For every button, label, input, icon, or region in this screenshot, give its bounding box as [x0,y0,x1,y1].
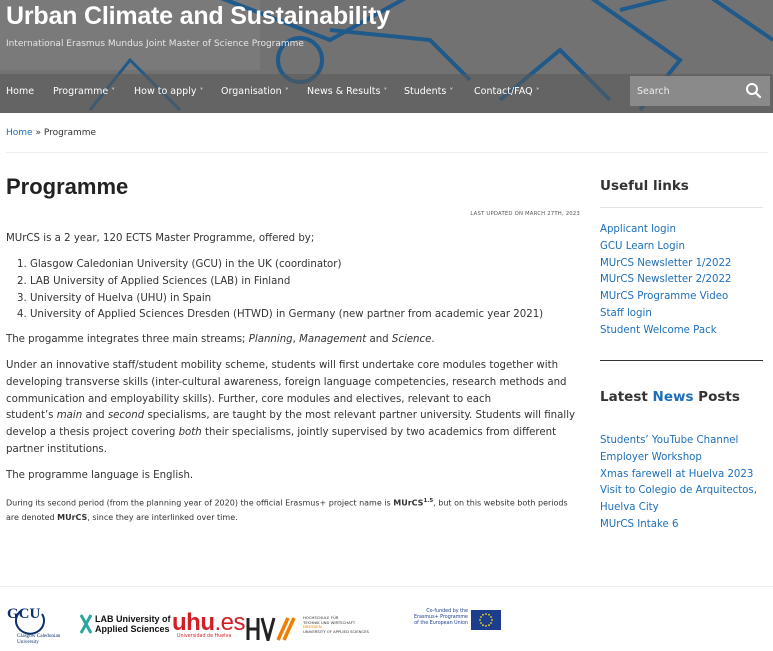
useful-link[interactable]: GCU Learn Login [600,240,685,252]
language-paragraph: The programme language is English. [6,470,194,481]
news-post-link[interactable]: Students’ YouTube Channel [600,435,739,446]
nav-item-how-to-apply[interactable]: How to apply ˅ [134,86,204,97]
useful-link[interactable]: Student Welcome Pack [600,324,717,336]
news-post-link[interactable]: Visit to Colegio de Arquitectos, Huelva City [600,485,757,514]
lab-logo-icon[interactable] [80,614,92,634]
eu-flag-icon [471,610,501,630]
list-item [600,239,770,256]
gcu-logo-text: GCU [7,606,41,622]
project-name-note: During its second period (from the planning year of 2020) the official Erasmus+ project name is MUrCS$^{1.5}$, but on this website both periods are denoted MUrCS, since they are interlinked over time. [6,498,568,523]
breadcrumb-home-link[interactable]: Home [6,128,33,138]
list-item [600,483,770,517]
list-item [600,467,770,484]
breadcrumb [6,128,96,138]
main-nav [0,78,620,104]
news-post-link[interactable]: MUrCS Intake 6 [600,518,679,530]
nav-item-home[interactable]: Home [6,86,35,97]
latest-news-heading: Latest News Posts [600,389,740,405]
useful-links-heading: Useful links [600,178,689,194]
useful-link[interactable]: MUrCS Newsletter 2/2022 [600,274,732,286]
list-item [600,289,770,306]
list-item: 1. Glasgow Caledonian University (GCU) in the UK (coordinator) [17,259,342,270]
list-item [600,323,770,340]
divider [6,152,768,153]
chevron-down-icon: ˅ [284,87,289,96]
list-item [600,450,770,467]
list-item: 2. LAB University of Applied Sciences (LAB) in Finland [17,275,291,287]
list-item [600,517,770,534]
uhu-logo-text[interactable]: uhu.es [172,609,245,636]
useful-link[interactable]: Applicant login [600,224,676,235]
list-item: 4. University of Applied Sciences Dresden (HTWD) in Germany (new partner from academic year 2021) [17,309,544,321]
search-box [630,76,770,106]
useful-link[interactable]: MUrCS Programme Video [600,291,729,303]
list-item: 3. University of Huelva (UHU) in Spain [17,292,212,304]
search-icon [742,81,766,101]
list-item [600,306,770,323]
list-item [600,256,770,273]
chevron-down-icon: ˅ [535,87,540,96]
chevron-down-icon: ˅ [199,87,204,96]
chevron-down-icon: ˅ [383,87,388,96]
news-post-link[interactable]: Employer Workshop [600,451,702,463]
nav-item-contact-faq[interactable]: Contact/FAQ ˅ [474,86,540,97]
useful-link[interactable]: Staff login [600,307,652,319]
divider [600,360,763,361]
news-posts-list [600,433,770,534]
streams-paragraph: The progamme integrates three main streams; Planning, Management and Science. [6,334,435,345]
list-item [600,433,770,450]
site-title[interactable]: Urban Climate and Sustainability [6,2,390,30]
uhu-logo-subtext: Universidad de Huelva [177,634,232,639]
site-tagline: International Erasmus Mundus Joint Master of Science Programme [6,39,304,49]
site-header [0,0,773,113]
search-input[interactable] [630,76,740,106]
htw-logo-text: HOCHSCHULE FÜR TECHNIK UND WIRTSCHAFT DRESDEN UNIVERSITY OF APPLIED SCIENCES [303,615,369,634]
breadcrumb-current: Programme [43,128,97,138]
nav-item-organisation[interactable]: Organisation ˅ [221,86,289,97]
nav-item-news-results[interactable]: News & Results ˅ [307,86,388,97]
useful-links-list [600,222,770,340]
page-title: Programme [6,174,129,199]
divider [0,586,773,587]
chevron-down-icon: ˅ [111,87,116,96]
gcu-logo-subtext: Glasgow Caledonian University [17,633,61,645]
last-updated: LAST UPDATED ON MARCH 27TH, 2023 [470,211,580,217]
divider [600,207,763,208]
nav-item-programme[interactable]: Programme ˅ [53,86,116,97]
lab-logo-text: LAB University of Applied Sciences [95,614,171,634]
useful-link[interactable]: MUrCS Newsletter 1/2022 [600,257,732,269]
list-item [600,222,770,239]
chevron-down-icon: ˅ [449,87,454,96]
breadcrumb-separator: » [32,128,44,138]
search-button[interactable] [742,81,766,101]
nav-item-students[interactable]: Students ˅ [404,86,454,97]
intro-paragraph: MUrCS is a 2 year, 120 ECTS Master Programme, offered by; [6,233,315,244]
eu-cofunded-text: Co-funded by the Erasmus+ Programme of the European Union [413,609,468,626]
partner-logos [0,600,773,651]
list-item [600,272,770,289]
news-post-link[interactable]: Xmas farewell at Huelva 2023 [600,468,754,480]
partner-list [17,257,577,324]
htw-logo-icon[interactable] [246,617,300,641]
mobility-paragraph: Under an innovative staff/student mobility scheme, students will first undertake core modules together with developing transverse skills (inter-cultural awareness, foreign language competencies, research methods and communication and employability skills). Further, core modules and electives, relevant to each student’s main and second specialisms, are taught by the most relevant partner university. Students will finally develop a thesis project covering both their specialisms, jointly supervised by two academics from different partner institutions. [6,360,576,455]
